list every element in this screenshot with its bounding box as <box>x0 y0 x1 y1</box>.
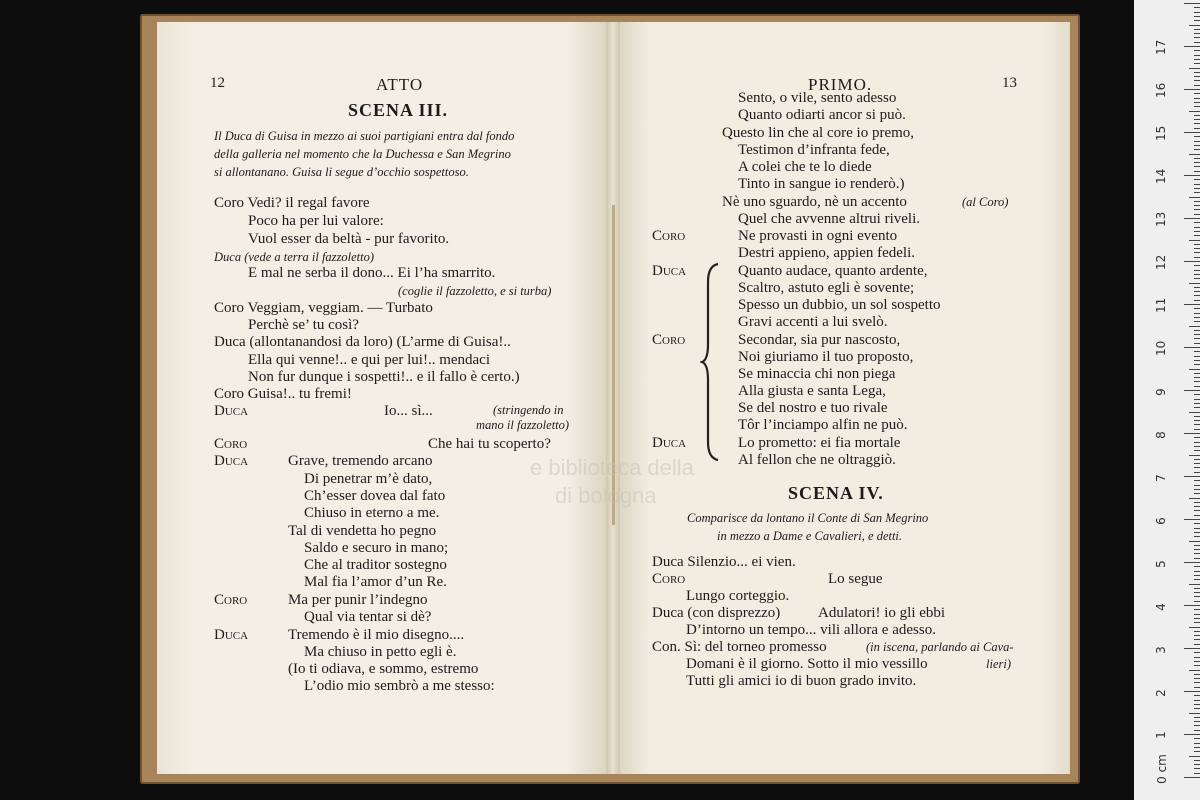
speaker-label: Coro <box>652 228 686 244</box>
ruler-tick <box>1194 119 1200 120</box>
ruler-tick <box>1194 59 1200 60</box>
ruler-tick <box>1194 506 1200 507</box>
ruler-tick <box>1194 7 1200 8</box>
verse-line: Perchè se’ tu così? <box>248 317 359 333</box>
ruler-tick <box>1194 278 1200 279</box>
ruler-mark: 8 <box>1154 431 1168 439</box>
stage-direction-line: in mezzo a Dame e Cavalieri, e detti. <box>717 529 903 543</box>
ruler-tick <box>1189 197 1200 198</box>
stage-direction-inline: (in iscena, parlando ai Cava- <box>866 640 1014 654</box>
stage-direction-inline: (al Coro) <box>962 195 1009 209</box>
ruler-mark: 9 <box>1154 388 1168 396</box>
verse-line: Mal fia l’amor d’un Re. <box>304 574 447 590</box>
stage-direction-inline: (coglie il fazzoletto, e si turba) <box>398 284 552 298</box>
ruler-tick <box>1194 399 1200 400</box>
verse-line: Tutti gli amici io di buon grado invito. <box>686 673 917 689</box>
measurement-ruler <box>1134 0 1200 800</box>
ruler-tick <box>1194 652 1200 653</box>
watermark-line-2: di bologna <box>555 483 657 508</box>
ruler-tick <box>1194 128 1200 129</box>
ruler-tick <box>1194 158 1200 159</box>
verse-line: Che al traditor sostegno <box>304 557 447 573</box>
verse-line: Sento, o vile, sento adesso <box>738 90 897 106</box>
ruler-tick <box>1194 252 1200 253</box>
verse-line: Gravi accenti a lui svelò. <box>738 314 888 330</box>
running-head-right: PRIMO. <box>808 75 873 94</box>
ruler-tick <box>1194 248 1200 249</box>
ruler-tick <box>1194 549 1200 550</box>
verse-line: Secondar, sia pur nascosto, <box>738 332 901 348</box>
ruler-tick <box>1184 390 1200 391</box>
ruler-tick <box>1194 485 1200 486</box>
ruler-tick <box>1194 493 1200 494</box>
speaker-label: Coro <box>214 436 248 452</box>
ruler-tick <box>1194 308 1200 309</box>
ruler-tick <box>1194 123 1200 124</box>
ruler-tick <box>1194 472 1200 473</box>
ruler-tick <box>1194 489 1200 490</box>
verse-line: Quanto audace, quanto ardente, <box>738 263 928 279</box>
ruler-tick <box>1184 605 1200 606</box>
ruler-tick <box>1194 687 1200 688</box>
ruler-tick <box>1194 442 1200 443</box>
verse-line: Se minaccia chi non piega <box>738 366 896 382</box>
ruler-tick <box>1194 528 1200 529</box>
stage-direction-inline: (stringendo in <box>493 403 564 417</box>
verse-line: Saldo e securo in mano; <box>304 540 449 556</box>
ruler-tick <box>1194 162 1200 163</box>
ruler-tick <box>1194 334 1200 335</box>
ruler-tick <box>1194 644 1200 645</box>
ruler-tick <box>1194 72 1200 73</box>
verse-line: Duca (con disprezzo) <box>652 605 781 621</box>
verse-line: Destri appieno, appien fedeli. <box>738 245 916 261</box>
ruler-tick <box>1189 541 1200 542</box>
ruler-tick <box>1189 68 1200 69</box>
ruler-tick <box>1194 515 1200 516</box>
verse-line: Adulatori! io gli ebbi <box>818 605 946 621</box>
ruler-tick <box>1189 240 1200 241</box>
ruler-tick <box>1194 141 1200 142</box>
ruler-tick <box>1189 627 1200 628</box>
ruler-unit-label: 0 cm <box>1155 754 1169 784</box>
verse-line: Domani è il giorno. Sotto il mio vessillo <box>686 656 928 672</box>
stage-direction-line: Il Duca di Guisa in mezzo ai suoi partigiani entra dal fondo <box>214 129 515 143</box>
ruler-tick <box>1194 115 1200 116</box>
ruler-tick <box>1194 609 1200 610</box>
ruler-tick <box>1194 321 1200 322</box>
ruler-tick <box>1194 98 1200 99</box>
ruler-tick <box>1194 424 1200 425</box>
ruler-tick <box>1194 291 1200 292</box>
ruler-tick <box>1194 29 1200 30</box>
ruler-tick <box>1194 558 1200 559</box>
ruler-tick <box>1194 37 1200 38</box>
ruler-tick <box>1184 519 1200 520</box>
verse-line: Lo prometto: ei fia mortale <box>738 435 901 451</box>
ruler-tick <box>1194 364 1200 365</box>
ruler-tick <box>1189 756 1200 757</box>
verse-line: Coro Vedi? il regal favore <box>214 195 370 211</box>
stage-direction-line: si allontanano. Guisa li segue d’occhio sospettoso. <box>214 165 469 179</box>
ruler-tick <box>1184 734 1200 735</box>
ruler-tick <box>1194 536 1200 537</box>
ruler-tick <box>1189 154 1200 155</box>
verse-line: Ne provasti in ogni evento <box>738 228 898 244</box>
ruler-tick <box>1194 760 1200 761</box>
verse-line: Ma per punir l’indegno <box>288 592 428 608</box>
ruler-tick <box>1194 738 1200 739</box>
ruler-tick <box>1194 403 1200 404</box>
ruler-tick <box>1194 235 1200 236</box>
ruler-tick <box>1194 201 1200 202</box>
ruler-mark: 7 <box>1154 474 1168 482</box>
ruler-tick <box>1194 721 1200 722</box>
ruler-tick <box>1189 584 1200 585</box>
verse-line: Tinto in sangue io renderò.) <box>738 176 905 192</box>
ruler-tick <box>1194 768 1200 769</box>
verse-line: Ella qui venne!.. e qui per lui!.. mendaci <box>248 352 490 368</box>
verse-line: Noi giuriamo il tuo proposto, <box>738 349 914 365</box>
ruler-tick <box>1194 463 1200 464</box>
ruler-tick <box>1189 111 1200 112</box>
ruler-tick <box>1194 682 1200 683</box>
ruler-tick <box>1194 665 1200 666</box>
ruler-tick <box>1194 622 1200 623</box>
ruler-tick <box>1194 601 1200 602</box>
ruler-tick <box>1194 420 1200 421</box>
verse-line: Tremendo è il mio disegno.... <box>288 627 465 643</box>
verse-line: Ch’esser dovea dal fato <box>304 488 446 504</box>
ruler-tick <box>1194 265 1200 266</box>
ruler-tick <box>1189 326 1200 327</box>
ruler-tick <box>1194 553 1200 554</box>
ruler-tick <box>1189 713 1200 714</box>
verse-line: E mal ne serba il dono... Ei l’ha smarrito. <box>248 265 496 281</box>
ruler-tick <box>1194 407 1200 408</box>
verse-line: Questo lin che al core io premo, <box>722 125 915 141</box>
ruler-tick <box>1194 192 1200 193</box>
ruler-tick <box>1194 450 1200 451</box>
ruler-tick <box>1189 412 1200 413</box>
ruler-mark: 12 <box>1154 254 1168 270</box>
ruler-tick <box>1184 304 1200 305</box>
ruler-tick <box>1194 639 1200 640</box>
ruler-tick <box>1194 80 1200 81</box>
ruler-tick <box>1194 85 1200 86</box>
verse-line: Con. Sì: del torneo promesso <box>652 639 827 655</box>
ruler-tick <box>1194 300 1200 301</box>
ruler-tick <box>1184 3 1200 4</box>
verse-line: Alla giusta e santa Lega, <box>738 383 886 399</box>
ruler-tick <box>1189 283 1200 284</box>
ruler-tick <box>1194 214 1200 215</box>
verse-line: Duca Silenzio... ei vien. <box>652 554 796 570</box>
ruler-tick <box>1194 566 1200 567</box>
ruler-tick <box>1184 218 1200 219</box>
verse-line: Duca (vede a terra il fazzoletto) <box>214 250 375 264</box>
ruler-tick <box>1189 369 1200 370</box>
verse-line: Poco ha per lui valore: <box>248 213 384 229</box>
verse-line: Vuol esser da beltà - pur favorito. <box>248 231 450 247</box>
ruler-tick <box>1189 455 1200 456</box>
verse-line: Grave, tremendo arcano <box>288 453 433 469</box>
ruler-tick <box>1194 773 1200 774</box>
ruler-tick <box>1184 777 1200 778</box>
verse-line: Non fur dunque i sospetti!.. e il fallo è certo.) <box>248 369 520 385</box>
ruler-tick <box>1184 89 1200 90</box>
ruler-tick <box>1194 136 1200 137</box>
ruler-tick <box>1194 725 1200 726</box>
speaker-label: Duca <box>214 627 249 643</box>
ruler-tick <box>1194 330 1200 331</box>
ruler-tick <box>1194 351 1200 352</box>
speaker-label: Duca <box>652 435 687 451</box>
verse-line: D’intorno un tempo... vili allora e adesso. <box>686 622 936 638</box>
ruler-mark: 13 <box>1154 211 1168 227</box>
ruler-tick <box>1194 356 1200 357</box>
ruler-tick <box>1194 730 1200 731</box>
page-number-right: 13 <box>1002 75 1017 91</box>
ruler-tick <box>1194 575 1200 576</box>
verse-line: Coro Guisa!.. tu fremi! <box>214 386 352 402</box>
verse-line: Se del nostro e tuo rivale <box>738 400 888 416</box>
ruler-tick <box>1194 63 1200 64</box>
ruler-tick <box>1194 386 1200 387</box>
ruler-tick <box>1194 717 1200 718</box>
scene-title-iv: SCENA IV. <box>788 483 884 503</box>
ruler-tick <box>1194 270 1200 271</box>
ruler-tick <box>1194 50 1200 51</box>
verse-line: Duca (allontanandosi da loro) (L’arme di Guisa!.. <box>214 334 511 350</box>
ruler-tick <box>1194 231 1200 232</box>
ruler-tick <box>1194 695 1200 696</box>
ruler-tick <box>1194 313 1200 314</box>
verse-line: Tal di vendetta ho pegno <box>288 523 437 539</box>
ruler-tick <box>1194 588 1200 589</box>
verse-line: Qual via tentar si dè? <box>304 609 432 625</box>
ruler-tick <box>1194 377 1200 378</box>
verse-line: Testimon d’infranta fede, <box>738 142 890 158</box>
ruler-tick <box>1194 747 1200 748</box>
ruler-tick <box>1194 657 1200 658</box>
verse-line: Scaltro, astuto egli è sovente; <box>738 280 915 296</box>
stage-direction-inline: lieri) <box>986 657 1011 671</box>
ruler-tick <box>1184 175 1200 176</box>
running-head-left: ATTO <box>376 75 424 94</box>
verse-line: Lungo corteggio. <box>686 588 790 604</box>
ruler-tick <box>1194 343 1200 344</box>
ruler-mark: 14 <box>1154 168 1168 184</box>
ruler-tick <box>1194 502 1200 503</box>
speaker-label: Coro <box>214 592 248 608</box>
ruler-tick <box>1194 373 1200 374</box>
ruler-tick <box>1194 635 1200 636</box>
speaker-label: Duca <box>652 263 687 279</box>
ruler-tick <box>1194 764 1200 765</box>
ruler-tick <box>1194 467 1200 468</box>
ruler-tick <box>1194 360 1200 361</box>
ruler-tick <box>1194 179 1200 180</box>
ruler-tick <box>1194 338 1200 339</box>
ruler-tick <box>1194 459 1200 460</box>
ruler-tick <box>1194 171 1200 172</box>
ruler-tick <box>1194 188 1200 189</box>
ruler-tick <box>1194 274 1200 275</box>
speaker-label: Duca <box>214 453 249 469</box>
ruler-tick <box>1194 76 1200 77</box>
stage-direction-line: della galleria nel momento che la Duchessa e San Megrino <box>214 147 511 161</box>
verse-line: Io... sì... <box>384 403 433 419</box>
ruler-tick <box>1194 184 1200 185</box>
ruler-tick <box>1194 209 1200 210</box>
stage-direction-line: Comparisce da lontano il Conte di San Megrino <box>687 511 929 525</box>
ruler-tick <box>1194 93 1200 94</box>
ruler-tick <box>1194 437 1200 438</box>
ruler-tick <box>1194 106 1200 107</box>
verse-line: Spesso un dubbio, un sol sospetto <box>738 297 941 313</box>
ruler-tick <box>1194 394 1200 395</box>
ruler-tick <box>1194 700 1200 701</box>
verse-line: L’odio mio sembrò a me stesso: <box>304 678 495 694</box>
ruler-tick <box>1189 25 1200 26</box>
ruler-tick <box>1184 132 1200 133</box>
ruler-mark: 11 <box>1154 297 1168 313</box>
ruler-mark: 3 <box>1154 646 1168 654</box>
page-number-left: 12 <box>210 75 225 91</box>
ruler-mark: 17 <box>1154 39 1168 55</box>
verse-line: Che hai tu scoperto? <box>428 436 551 452</box>
scene-title-iii: SCENA III. <box>348 100 449 120</box>
ruler-tick <box>1189 670 1200 671</box>
ruler-tick <box>1184 562 1200 563</box>
ruler-tick <box>1194 16 1200 17</box>
ruler-tick <box>1194 244 1200 245</box>
ruler-mark: 6 <box>1154 517 1168 525</box>
ruler-tick <box>1184 648 1200 649</box>
ruler-tick <box>1194 33 1200 34</box>
ruler-tick <box>1184 691 1200 692</box>
ruler-tick <box>1194 751 1200 752</box>
ruler-tick <box>1194 42 1200 43</box>
verse-line: (Io ti odiava, e sommo, estremo <box>288 661 479 677</box>
verse-line: Quel che avvenne altrui riveli. <box>738 211 921 227</box>
stage-direction-inline: mano il fazzoletto) <box>476 418 570 432</box>
ruler-tick <box>1194 429 1200 430</box>
ruler-tick <box>1194 381 1200 382</box>
ruler-tick <box>1194 55 1200 56</box>
ruler-tick <box>1184 433 1200 434</box>
ruler-tick <box>1194 12 1200 13</box>
ruler-tick <box>1194 743 1200 744</box>
verse-line: Al fellon che ne oltraggiò. <box>738 452 896 468</box>
verse-line: A colei che te lo diede <box>738 159 872 175</box>
ruler-mark: 15 <box>1154 125 1168 141</box>
ruler-tick <box>1194 614 1200 615</box>
ruler-tick <box>1189 498 1200 499</box>
verse-line: Coro Veggiam, veggiam. — Turbato <box>214 300 433 316</box>
ruler-tick <box>1194 523 1200 524</box>
verse-line: Ma chiuso in petto egli è. <box>304 644 457 660</box>
voices-brace-icon <box>700 262 724 462</box>
ruler-tick <box>1184 261 1200 262</box>
ruler-tick <box>1194 532 1200 533</box>
ruler-mark: 16 <box>1154 82 1168 98</box>
ruler-tick <box>1194 480 1200 481</box>
ruler-tick <box>1194 631 1200 632</box>
watermark-line-1: e biblioteca della <box>530 455 694 480</box>
speaker-label: Coro <box>652 571 686 587</box>
ruler-tick <box>1194 579 1200 580</box>
verse-line: Tôr l’inciampo alfin ne può. <box>738 417 908 433</box>
ruler-tick <box>1194 149 1200 150</box>
ruler-tick <box>1184 476 1200 477</box>
ruler-tick <box>1194 674 1200 675</box>
ruler-tick <box>1194 145 1200 146</box>
ruler-mark: 2 <box>1154 689 1168 697</box>
ruler-tick <box>1194 20 1200 21</box>
ruler-tick <box>1194 618 1200 619</box>
verse-line: Di penetrar m’è dato, <box>304 471 433 487</box>
verse-line: Nè uno sguardo, nè un accento <box>722 194 907 210</box>
ruler-tick <box>1194 102 1200 103</box>
speaker-label: Duca <box>214 403 249 419</box>
verse-line: Lo segue <box>828 571 883 587</box>
ruler-tick <box>1194 257 1200 258</box>
ruler-tick <box>1194 661 1200 662</box>
ruler-tick <box>1194 205 1200 206</box>
ruler-tick <box>1194 227 1200 228</box>
ruler-tick <box>1194 510 1200 511</box>
ruler-tick <box>1194 222 1200 223</box>
ruler-tick <box>1194 416 1200 417</box>
ruler-tick <box>1194 571 1200 572</box>
ruler-tick <box>1184 347 1200 348</box>
ruler-tick <box>1184 46 1200 47</box>
verse-line: Chiuso in eterno a me. <box>304 505 440 521</box>
ruler-tick <box>1194 317 1200 318</box>
ruler-tick <box>1194 287 1200 288</box>
ruler-tick <box>1194 592 1200 593</box>
ruler-tick <box>1194 446 1200 447</box>
ruler-mark: 5 <box>1154 560 1168 568</box>
ruler-mark: 1 <box>1154 731 1168 739</box>
ruler-tick <box>1194 708 1200 709</box>
ruler-tick <box>1194 545 1200 546</box>
ruler-tick <box>1194 678 1200 679</box>
ruler-mark: 4 <box>1154 603 1168 611</box>
ruler-tick <box>1194 704 1200 705</box>
speaker-label: Coro <box>652 332 686 348</box>
ruler-tick <box>1194 166 1200 167</box>
ruler-mark: 10 <box>1154 340 1168 356</box>
verse-line: Quanto odiarti ancor si può. <box>738 107 906 123</box>
ruler-tick <box>1194 295 1200 296</box>
ruler-tick <box>1194 596 1200 597</box>
